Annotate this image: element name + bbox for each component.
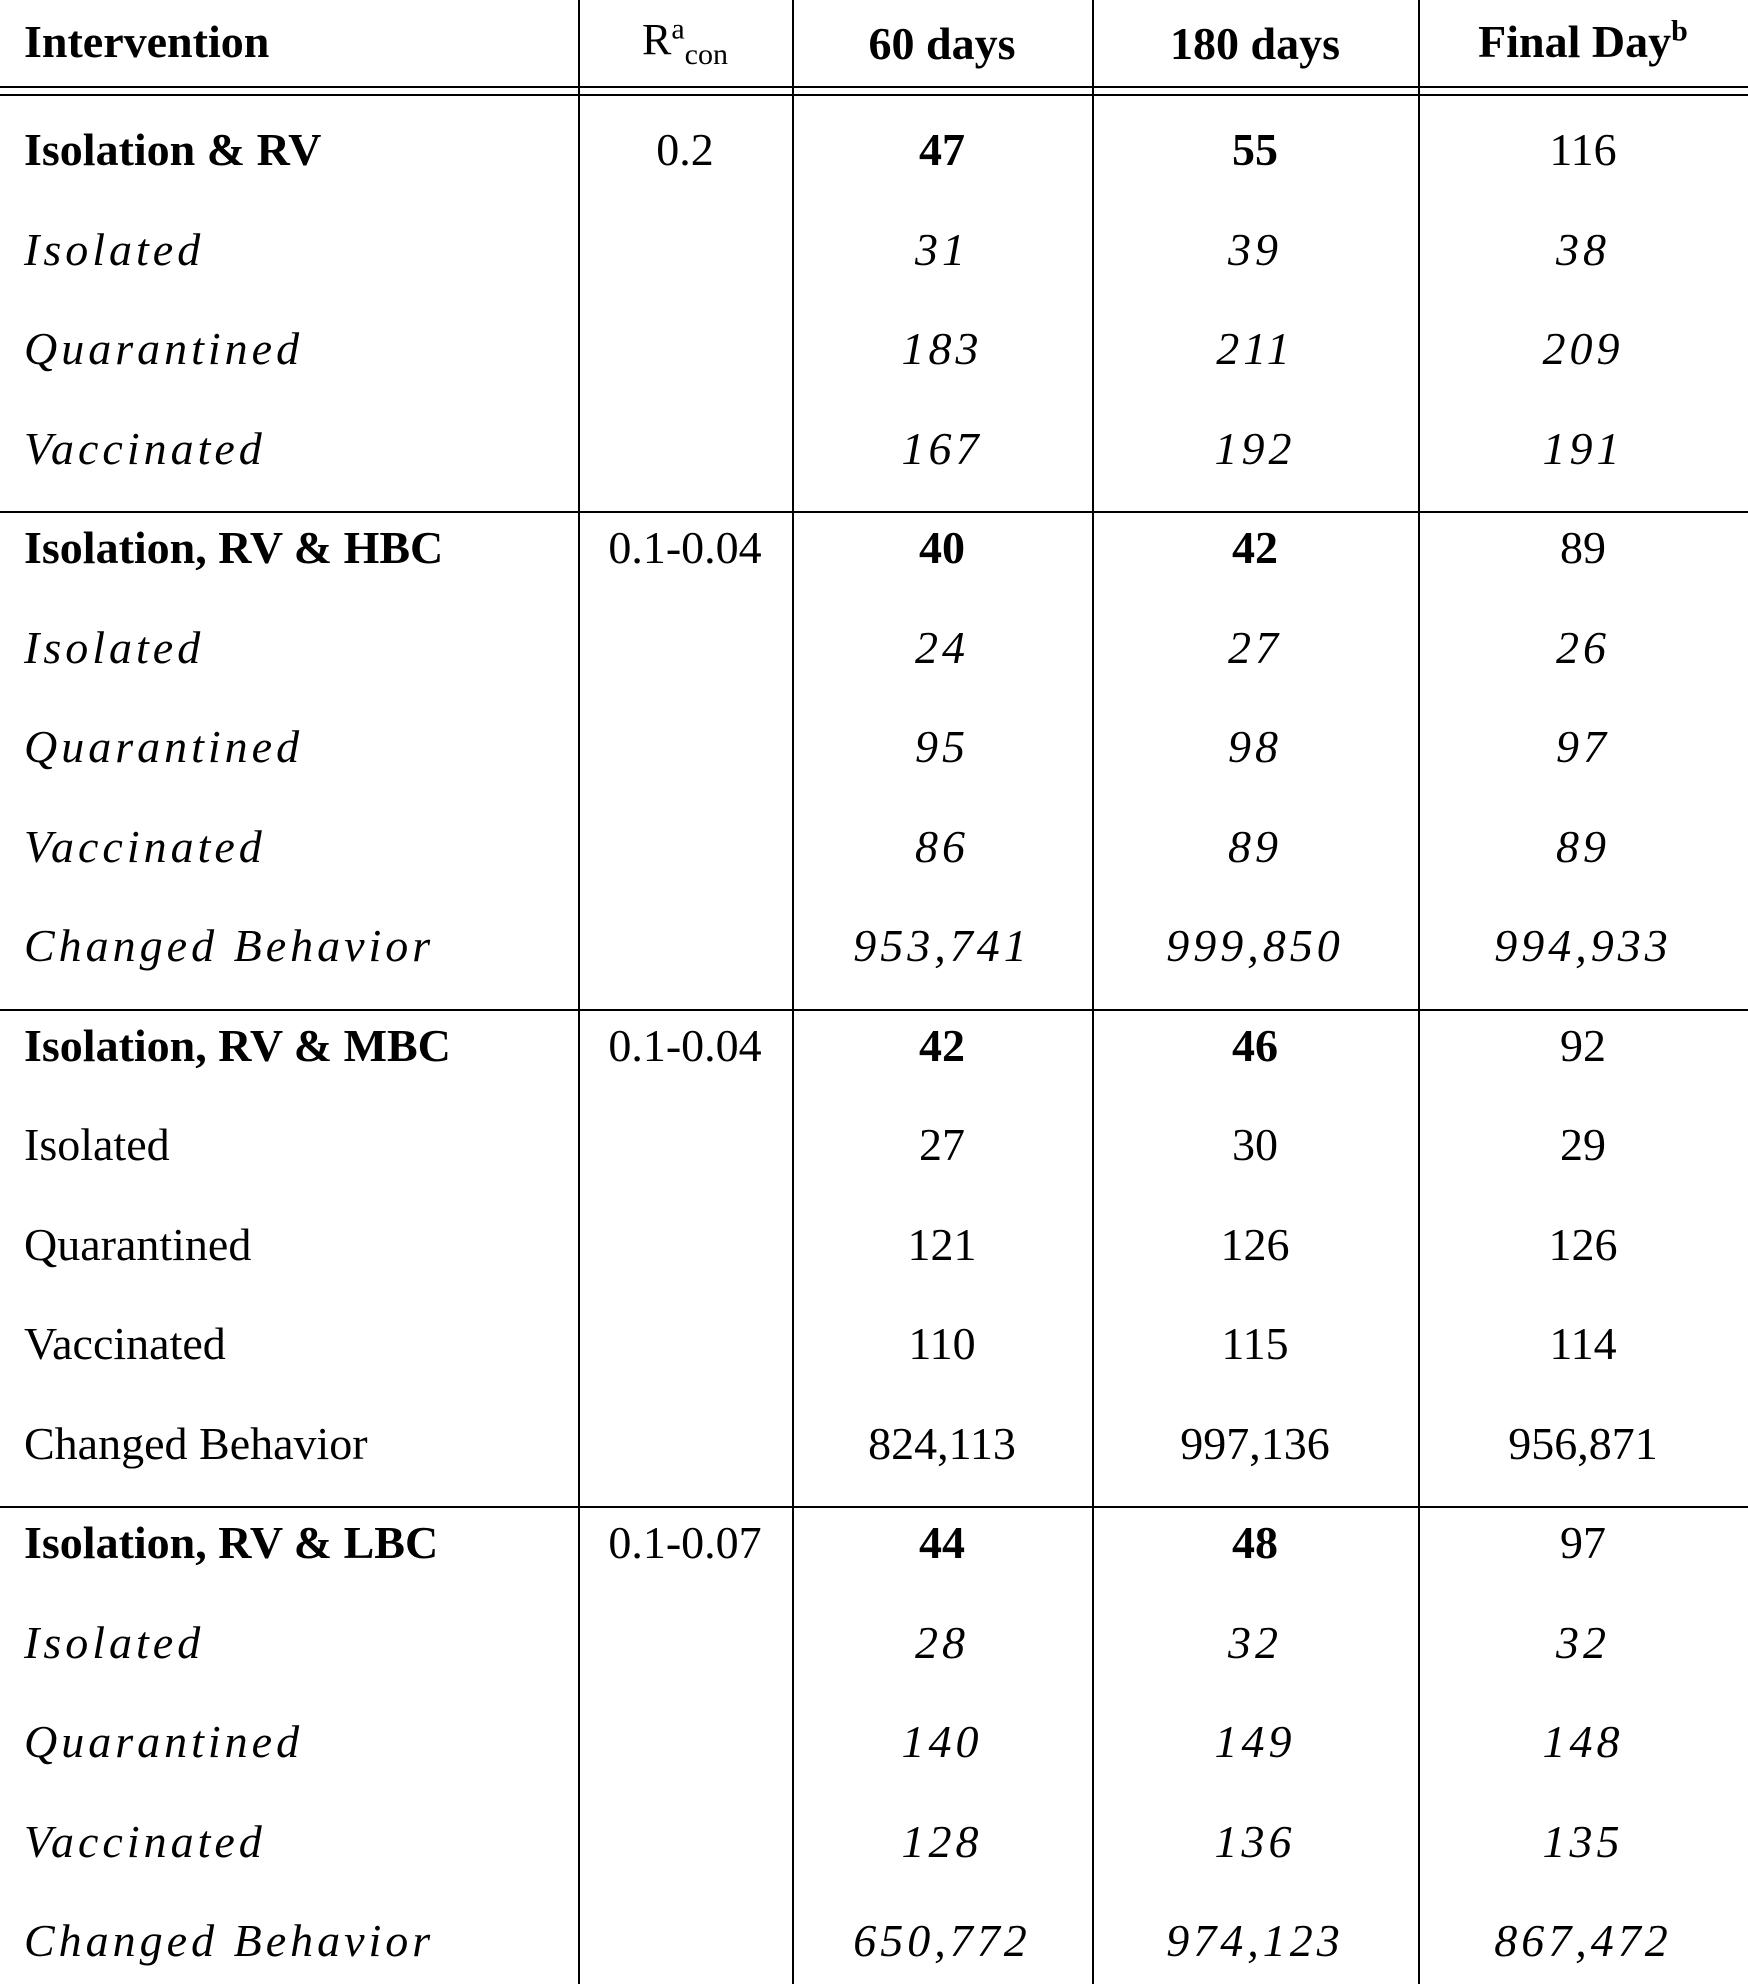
- row-d180: 115: [1221, 1318, 1289, 1369]
- header-rule: [0, 86, 1748, 88]
- group-rcon: 0.2: [656, 124, 714, 175]
- row-d180: 149: [1214, 1716, 1296, 1767]
- column-divider: [792, 0, 794, 1984]
- group-separator: [0, 511, 1748, 513]
- row-d180: 192: [1214, 422, 1296, 474]
- header-intervention: Intervention: [24, 16, 270, 67]
- row-d180: 30: [1232, 1119, 1278, 1170]
- row-final: 89: [1556, 820, 1610, 872]
- column-divider: [1418, 0, 1420, 1984]
- row-d180: 98: [1228, 721, 1282, 772]
- row-d60: 953,741: [853, 920, 1031, 971]
- row-final: 97: [1556, 721, 1610, 772]
- column-divider: [1092, 0, 1094, 1984]
- row-d60: 167: [901, 422, 983, 474]
- group-rcon: 0.1-0.04: [608, 1019, 762, 1071]
- row-label: Changed Behavior: [24, 920, 435, 971]
- header-rcon: $R^a_{con}$: [641, 12, 728, 71]
- group-rcon: 0.1-0.04: [608, 522, 762, 573]
- row-final: 26: [1556, 621, 1610, 673]
- row-label: Vaccinated: [24, 820, 266, 872]
- group-separator: [0, 1506, 1748, 1508]
- header-final-day: Final Day$^b$: [1478, 14, 1688, 67]
- group-d60: 40: [919, 522, 965, 573]
- group-d60: 44: [919, 1517, 965, 1568]
- group-title: Isolation, RV & LBC: [24, 1517, 439, 1568]
- row-label: Quarantined: [24, 1716, 304, 1767]
- header-180-days: 180 days: [1170, 18, 1340, 69]
- row-d180: 39: [1228, 223, 1282, 275]
- row-final: 191: [1542, 422, 1624, 474]
- group-title: Isolation & RV: [24, 124, 322, 175]
- row-final: 126: [1548, 1218, 1618, 1270]
- row-label: Vaccinated: [24, 1815, 266, 1867]
- row-d180: 997,136: [1180, 1417, 1330, 1469]
- row-d60: 95: [915, 721, 969, 772]
- row-d60: 24: [915, 621, 969, 673]
- row-label: Changed Behavior: [24, 1915, 435, 1966]
- row-label: Isolated: [24, 1616, 205, 1668]
- row-d180: 974,123: [1166, 1915, 1344, 1966]
- row-d60: 28: [915, 1616, 969, 1668]
- group-d180: 46: [1232, 1019, 1278, 1071]
- row-d180: 999,850: [1166, 920, 1344, 971]
- row-d60: 128: [901, 1815, 983, 1867]
- row-label: Vaccinated: [24, 422, 266, 474]
- row-d180: 136: [1214, 1815, 1296, 1867]
- row-d60: 121: [907, 1218, 977, 1270]
- group-d180: 42: [1232, 522, 1278, 573]
- row-final: 114: [1549, 1318, 1617, 1369]
- group-title: Isolation, RV & MBC: [24, 1019, 451, 1071]
- row-d60: 824,113: [868, 1417, 1016, 1469]
- row-d60: 27: [919, 1119, 965, 1170]
- group-d180: 48: [1232, 1517, 1278, 1568]
- group-title: Isolation, RV & HBC: [24, 522, 444, 573]
- row-label: Quarantined: [24, 323, 304, 374]
- group-d60: 42: [919, 1019, 965, 1071]
- row-d60: 110: [908, 1318, 976, 1369]
- group-final: 116: [1549, 124, 1617, 175]
- row-final: 867,472: [1494, 1915, 1672, 1966]
- group-final: 89: [1560, 522, 1606, 573]
- group-final: 97: [1560, 1517, 1606, 1568]
- row-final: 956,871: [1508, 1417, 1658, 1469]
- row-d180: 89: [1228, 820, 1282, 872]
- row-final: 148: [1542, 1716, 1624, 1767]
- row-final: 209: [1542, 323, 1624, 374]
- row-label: Isolated: [24, 223, 205, 275]
- row-final: 32: [1556, 1616, 1610, 1668]
- group-final: 92: [1560, 1019, 1606, 1071]
- row-d60: 183: [901, 323, 983, 374]
- group-d60: 47: [919, 124, 965, 175]
- header-60-days: 60 days: [868, 18, 1016, 69]
- row-d180: 211: [1216, 323, 1294, 374]
- row-d180: 126: [1220, 1218, 1290, 1270]
- row-final: 29: [1560, 1119, 1606, 1170]
- group-rcon: 0.1-0.07: [608, 1517, 762, 1568]
- row-label: Isolated: [24, 621, 205, 673]
- row-d180: 27: [1228, 621, 1282, 673]
- row-final: 994,933: [1494, 920, 1672, 971]
- row-label: Quarantined: [24, 721, 304, 772]
- row-final: 38: [1556, 223, 1610, 275]
- row-final: 135: [1542, 1815, 1624, 1867]
- row-label: Isolated: [24, 1119, 170, 1170]
- row-d60: 140: [901, 1716, 983, 1767]
- row-label: Changed Behavior: [24, 1417, 368, 1469]
- row-label: Vaccinated: [24, 1318, 226, 1369]
- column-divider: [578, 0, 580, 1984]
- group-separator: [0, 1009, 1748, 1011]
- row-d60: 31: [915, 223, 969, 275]
- group-d180: 55: [1232, 124, 1278, 175]
- row-d180: 32: [1228, 1616, 1282, 1668]
- header-rule: [0, 94, 1748, 96]
- row-d60: 86: [915, 820, 969, 872]
- row-d60: 650,772: [853, 1915, 1031, 1966]
- row-label: Quarantined: [24, 1218, 252, 1270]
